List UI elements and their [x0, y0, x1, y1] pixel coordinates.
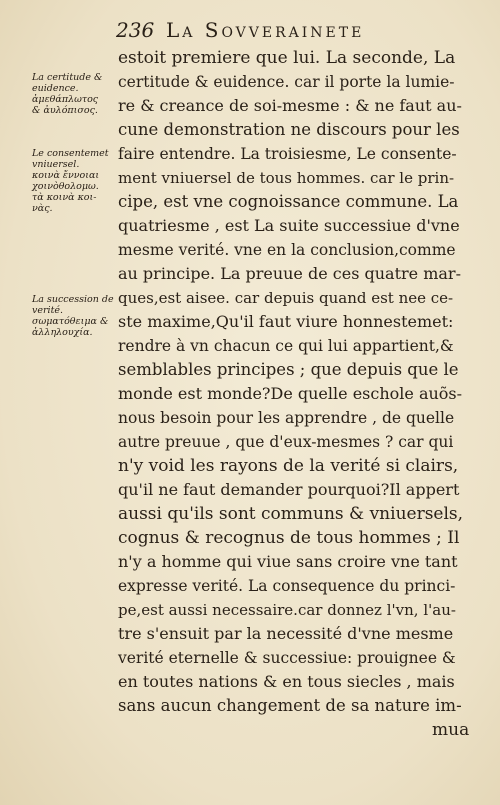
text-line: en toutes nations & en tous siecles , mais: [118, 672, 455, 691]
margin-note-line: ἀμεθάπλωτος: [32, 94, 99, 105]
text-line: cune demonstration ne discours pour les: [118, 120, 460, 139]
text-line: ques,est aisee. car depuis quand est nee ce-: [118, 289, 454, 307]
margin-note-line: τὰ κοινὰ κοι-: [32, 192, 97, 203]
margin-note-line: verité.: [32, 305, 64, 316]
margin-note-certitude: [32, 72, 122, 116]
margin-note-line: La succession de: [32, 294, 114, 305]
text-line: sans aucun changement de sa nature im-: [118, 696, 462, 715]
margin-note-line: σωματόθειμα &: [32, 316, 109, 327]
margin-note-consentement: [32, 148, 122, 214]
margin-note-line: νὰς.: [32, 203, 53, 214]
margin-note-line: euidence.: [32, 83, 79, 94]
text-line: quatriesme , est La suite successiue d'vne: [118, 216, 460, 235]
margin-note-line: La certitude &: [32, 72, 103, 83]
text-line: pe,est aussi necessaire.car donnez l'vn, l'au-: [118, 601, 456, 619]
margin-note-line: & ἀυλόπισος.: [32, 105, 98, 116]
margin-note-line: ἀλληλουχία.: [32, 327, 93, 338]
text-line: monde est monde?De quelle eschole auõs-: [118, 384, 463, 403]
text-line: faire entendre. La troisiesme, Le consente-: [118, 145, 457, 163]
catchword: mua: [432, 720, 470, 740]
margin-note-line: κοινὰ ἔννοιαι: [32, 170, 100, 181]
text-line: expresse verité. La consequence du princi-: [118, 577, 456, 595]
margin-note-line: χοινὸθολομω.: [32, 181, 99, 192]
running-head: La Sovverainete: [166, 18, 365, 42]
margin-note-line: vniuersel.: [32, 159, 80, 170]
page-header: [116, 18, 476, 46]
text-line: mesme verité. vne en la conclusion,comme: [118, 241, 456, 259]
margin-note-line: Le consentemet: [32, 148, 109, 159]
text-line: au principe. La preuue de ces quatre mar-: [118, 264, 461, 283]
text-line: aussi qu'ils sont communs & vniuersels,: [118, 504, 464, 524]
text-line: cipe, est vne cognoissance commune. La: [118, 192, 459, 211]
margin-note-succession: [32, 294, 122, 338]
text-line: semblables principes ; que depuis que le: [118, 360, 459, 379]
text-line: tre s'ensuit par la necessité d'vne mesme: [118, 624, 454, 643]
text-line: re & creance de soi-mesme : & ne faut au-: [118, 96, 462, 115]
text-line: nous besoin pour les apprendre , de quelle: [118, 409, 455, 427]
text-line: ment vniuersel de tous hommes. car le prin-: [118, 169, 455, 187]
text-line: qu'il ne faut demander pourquoi?Il appert: [118, 480, 460, 499]
text-line: n'y void les rayons de la verité si clairs,: [118, 456, 459, 476]
page-number: 236: [116, 18, 155, 42]
text-line: rendre à vn chacun ce qui lui appartient,&: [118, 337, 454, 355]
text-line: ste maxime,Qu'il faut viure honnestemet:: [118, 312, 454, 331]
text-line: verité eternelle & successiue: prouignee &: [118, 649, 456, 667]
text-line: n'y a homme qui viue sans croire vne tant: [118, 552, 458, 571]
text-line: certitude & euidence. car il porte la lumie-: [118, 73, 455, 91]
text-line: autre preuue , que d'eux-mesmes ? car qui: [118, 433, 454, 451]
text-line: cognus & recognus de tous hommes ; Il: [118, 528, 460, 548]
text-line: estoit premiere que lui. La seconde, La: [118, 48, 456, 68]
